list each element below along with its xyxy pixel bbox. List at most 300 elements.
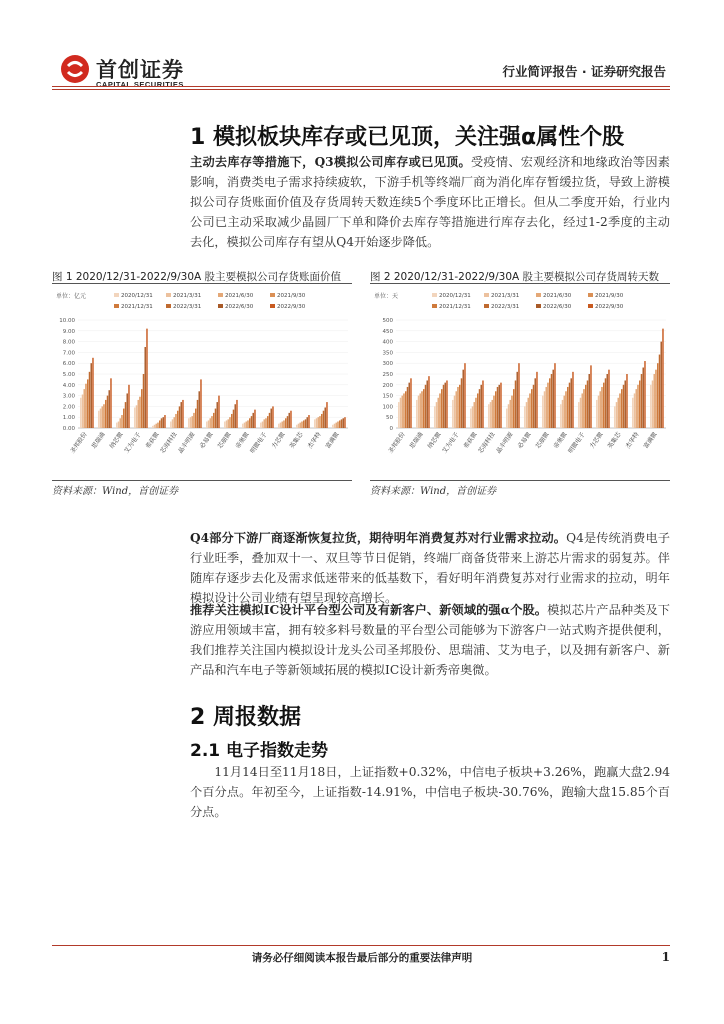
bar <box>421 391 422 428</box>
bar <box>560 404 561 428</box>
bar <box>290 411 291 428</box>
bar <box>226 420 227 428</box>
x-tick-label: 芯朋微 <box>216 431 233 450</box>
bar <box>154 425 155 428</box>
bar <box>271 409 272 428</box>
bar <box>524 406 525 428</box>
bar <box>159 420 160 428</box>
bar <box>416 400 417 428</box>
bar <box>434 406 435 428</box>
legend-label: 2021/6/30 <box>543 293 572 299</box>
y-tick-label: 6.00 <box>62 361 75 368</box>
bar <box>332 425 333 428</box>
x-tick-label: 杰华特 <box>306 431 323 450</box>
bar <box>116 423 117 428</box>
bar <box>418 396 419 428</box>
y-tick-label: 450 <box>382 328 393 335</box>
x-tick-label: 必易微 <box>198 431 215 450</box>
bar <box>280 423 281 428</box>
bar <box>308 415 309 428</box>
bar <box>585 385 586 428</box>
bar <box>636 389 637 428</box>
bar <box>199 391 200 428</box>
bar <box>582 393 583 428</box>
bar <box>87 379 88 428</box>
bar <box>110 378 111 428</box>
bar <box>249 418 250 428</box>
bar <box>445 383 446 428</box>
bar <box>439 393 440 428</box>
bar <box>334 424 335 428</box>
legend-label: 2022/3/31 <box>173 304 202 310</box>
bar <box>513 389 514 428</box>
bar <box>224 422 225 428</box>
bar <box>318 417 319 428</box>
bar <box>580 398 581 428</box>
bar <box>655 370 656 428</box>
bar <box>452 400 453 428</box>
y-tick-label: 50 <box>386 415 393 422</box>
bar <box>643 368 644 428</box>
bar <box>454 396 455 428</box>
bar <box>103 404 104 428</box>
x-tick-label: 芯海科技 <box>159 431 179 455</box>
x-tick-label: 艾为电子 <box>441 431 461 455</box>
bar <box>163 417 164 428</box>
bar <box>475 398 476 428</box>
bar <box>425 385 426 428</box>
bar <box>477 393 478 428</box>
bar <box>143 374 144 428</box>
legend-label: 2022/6/30 <box>543 304 572 310</box>
x-tick-label: 明微电子 <box>249 431 269 455</box>
bar <box>300 423 301 428</box>
logo-text-en: CAPITAL SECURITIES <box>96 80 184 89</box>
bar <box>511 396 512 428</box>
bar <box>443 385 444 428</box>
bar <box>179 406 180 428</box>
x-tick-label: 希荻微 <box>462 431 479 450</box>
y-tick-label: 0.00 <box>62 426 75 432</box>
bar <box>402 396 403 428</box>
x-tick-label: 晶丰明源 <box>495 431 515 455</box>
legal-disclaimer: 请务必仔细阅读本报告最后部分的重要法律声明 <box>251 952 473 964</box>
bar <box>531 389 532 428</box>
legend-swatch <box>588 293 593 297</box>
y-tick-label: 7.00 <box>62 350 75 357</box>
legend-label: 2021/6/30 <box>225 293 254 299</box>
bar <box>634 393 635 428</box>
x-tick-label: 圣邦股份 <box>69 431 89 455</box>
bar <box>549 378 550 428</box>
bar <box>192 416 193 428</box>
bar <box>89 372 90 428</box>
legend-swatch <box>218 304 223 308</box>
bar <box>500 383 501 428</box>
bar <box>619 393 620 428</box>
bar <box>407 387 408 428</box>
bar <box>614 406 615 428</box>
para-2-lead: Q4部分下游厂商逐渐恢复拉货，期待明年消费复苏对行业需求拉动。 <box>190 531 567 545</box>
bar <box>482 380 483 428</box>
bar <box>80 398 81 428</box>
legend-swatch <box>484 293 489 297</box>
bar <box>181 402 182 428</box>
bar <box>551 374 552 428</box>
section-2-1-paragraph: 11月14日至11月18日，上证指数+0.32%，中信电子板块+3.26%，跑赢大盘2.94个百分点。年初至今，上证指数-14.91%，中信电子板块-30.76%，跑输大盘15.85个百分点。 <box>190 765 670 819</box>
bar <box>85 384 86 428</box>
bar <box>479 389 480 428</box>
bar <box>544 391 545 428</box>
bar <box>182 400 183 428</box>
bar <box>657 363 658 428</box>
logo-text-cn: 首创证券 <box>96 58 184 82</box>
para-1-body: 受疫情、宏观经济和地缘政治等因素影响，消费类电子需求持续疲软，下游手机等终端厂商为消化库存暂缓拉货，导致上游模拟公司存货账面价值及存货周转天数连续5个季度环比正增长。但从二季度开始，行业内公司已主动采取减少晶圆厂下单和降价去库存等措施进行库存去化，经过1-2季度的主动去化，模拟公司库存有望从Q4开始逐步降低。 <box>190 155 670 249</box>
legend-label: 2022/9/30 <box>277 304 306 310</box>
bar <box>262 422 263 428</box>
bar <box>623 385 624 428</box>
bar <box>621 389 622 428</box>
y-tick-label: 350 <box>382 350 393 357</box>
figure-1-chart <box>52 288 352 476</box>
bar <box>303 420 304 428</box>
bar <box>526 402 527 428</box>
bar <box>326 402 327 428</box>
bar <box>644 361 645 428</box>
bar <box>608 370 609 428</box>
bar <box>596 400 597 428</box>
bar <box>251 416 252 428</box>
x-tick-label: 圣邦股份 <box>387 431 407 455</box>
bar <box>269 413 270 428</box>
bar <box>587 380 588 428</box>
bar <box>244 423 245 428</box>
bar <box>128 385 129 428</box>
bar <box>572 372 573 428</box>
y-tick-label: 3.00 <box>62 393 75 400</box>
bar <box>661 342 662 428</box>
bar <box>571 378 572 428</box>
bar <box>490 402 491 428</box>
page-number: 1 <box>661 950 670 964</box>
bar <box>260 423 261 428</box>
bar <box>264 419 265 428</box>
bar <box>438 398 439 428</box>
bar <box>506 409 507 428</box>
bar <box>603 383 604 428</box>
bar <box>301 422 302 428</box>
bar <box>420 393 421 428</box>
bar <box>529 393 530 428</box>
para-1-lead: 主动去库存等措施下，Q3模拟公司库存或已见顶。 <box>190 155 471 169</box>
bar <box>598 396 599 428</box>
legend-swatch <box>432 293 437 297</box>
x-tick-label: 英集芯 <box>606 431 623 450</box>
bar <box>164 415 165 428</box>
bar <box>652 380 653 428</box>
bar <box>254 410 255 428</box>
legend-label: 2022/3/31 <box>491 304 520 310</box>
bar <box>456 391 457 428</box>
x-tick-label: 希荻微 <box>144 431 161 450</box>
bar <box>546 387 547 428</box>
y-tick-label: 250 <box>382 372 393 378</box>
bar <box>641 374 642 428</box>
bar <box>337 422 338 428</box>
bar <box>441 389 442 428</box>
bar <box>554 363 555 428</box>
bar <box>307 417 308 428</box>
bar <box>233 410 234 428</box>
bar <box>461 378 462 428</box>
bar <box>488 404 489 428</box>
bar <box>127 393 128 428</box>
y-tick-label: 200 <box>382 382 393 389</box>
bar <box>618 398 619 428</box>
legend-swatch <box>270 304 275 308</box>
bar <box>120 418 121 428</box>
bar <box>296 425 297 428</box>
bar <box>316 418 317 428</box>
bar <box>497 387 498 428</box>
bar <box>446 380 447 428</box>
bar <box>136 405 137 428</box>
bar <box>172 419 173 428</box>
x-tick-label: 思瑞浦 <box>90 431 107 450</box>
bar <box>190 417 191 428</box>
bar <box>423 389 424 428</box>
legend-label: 2020/12/31 <box>121 293 153 299</box>
bar <box>518 363 519 428</box>
bar <box>459 385 460 428</box>
x-tick-label: 思瑞浦 <box>408 431 425 450</box>
bar <box>272 406 273 428</box>
y-unit-label: 单位：天 <box>374 293 399 300</box>
y-tick-label: 400 <box>382 339 393 346</box>
bar <box>195 409 196 428</box>
figure-2-title: 图 2 2020/12/31-2022/9/30A 股主要模拟公司存货周转天数 <box>370 271 660 283</box>
legend-swatch <box>536 304 541 308</box>
x-tick-label: 帝奥微 <box>552 431 569 450</box>
bar <box>84 389 85 428</box>
bar <box>398 402 399 428</box>
bar <box>600 391 601 428</box>
bar <box>605 378 606 428</box>
y-unit-label: 单位：亿元 <box>56 293 87 300</box>
legend-label: 2020/12/31 <box>439 293 471 299</box>
legend-swatch <box>270 293 275 297</box>
bar <box>590 365 591 428</box>
figure-1-source: 资料来源：Wind，首创证券 <box>52 486 179 497</box>
x-tick-label: 杰华特 <box>624 431 641 450</box>
bar <box>139 397 140 428</box>
bar <box>457 387 458 428</box>
legend-label: 2022/6/30 <box>225 304 254 310</box>
bar <box>157 423 158 428</box>
section-1-title: 1 模拟板块库存或已见顶，关注强α属性个股 <box>190 125 625 150</box>
bar <box>107 396 108 428</box>
bar <box>499 385 500 428</box>
bar <box>98 411 99 428</box>
bar <box>235 404 236 428</box>
bar <box>650 385 651 428</box>
y-tick-label: 1.00 <box>62 415 75 422</box>
bar <box>405 391 406 428</box>
header-divider <box>52 86 670 87</box>
bar <box>528 398 529 428</box>
bar <box>289 413 290 428</box>
y-tick-label: 150 <box>382 393 393 400</box>
bar <box>510 400 511 428</box>
bar <box>495 391 496 428</box>
bar <box>253 413 254 428</box>
y-tick-label: 300 <box>382 361 393 368</box>
para-3-body: 模拟芯片产品种类及下游应用领域丰富，拥有较多料号数量的平台型公司能够为下游客户一站式购齐提供便利，我们推荐关注国内模拟设计龙头公司圣邦股份、思瑞浦、艾为电子，以及拥有新客户、新产品和汽车电子等新领域拓展的模拟IC设计新秀帝奥微。 <box>190 603 670 677</box>
bar <box>206 422 207 428</box>
bar <box>152 426 153 428</box>
bar <box>146 329 147 428</box>
bar <box>161 418 162 428</box>
x-tick-label: 晶丰明源 <box>177 431 197 455</box>
bar <box>632 398 633 428</box>
bar <box>583 389 584 428</box>
bar <box>197 400 198 428</box>
bar <box>208 420 209 428</box>
bar <box>247 420 248 428</box>
legend-label: 2021/12/31 <box>121 304 153 310</box>
bar <box>508 404 509 428</box>
legend-swatch <box>114 293 119 297</box>
bar <box>229 417 230 428</box>
legend-swatch <box>166 304 171 308</box>
x-tick-label: 力芯微 <box>588 431 605 450</box>
bar <box>569 383 570 428</box>
bar <box>287 416 288 428</box>
bar <box>109 390 110 428</box>
x-tick-label: 帝奥微 <box>234 431 251 450</box>
bar <box>567 387 568 428</box>
figure-1-title: 图 1 2020/12/31-2022/9/30A 股主要模拟公司存货账面价值 <box>52 271 342 283</box>
figure-1-top-rule <box>52 283 352 284</box>
bar <box>547 383 548 428</box>
bar <box>283 420 284 428</box>
bar <box>517 372 518 428</box>
x-tick-label: 芯朋微 <box>534 431 551 450</box>
bar <box>193 413 194 428</box>
bar <box>565 391 566 428</box>
bar <box>177 411 178 428</box>
bar <box>325 407 326 428</box>
y-tick-label: 10.00 <box>59 318 75 324</box>
bar <box>410 378 411 428</box>
bar <box>470 409 471 428</box>
bar <box>215 409 216 428</box>
y-tick-label: 9.00 <box>62 328 75 335</box>
bar <box>403 393 404 428</box>
bar <box>428 376 429 428</box>
bar <box>564 396 565 428</box>
y-tick-label: 500 <box>382 318 393 324</box>
x-tick-label: 纳芯微 <box>426 431 443 450</box>
y-tick-label: 0 <box>389 426 393 432</box>
figure-2-bottom-rule <box>370 480 670 481</box>
legend-label: 2021/9/30 <box>595 293 624 299</box>
bar <box>217 402 218 428</box>
para-3-lead: 推荐关注模拟IC设计平台型公司及有新客户、新领域的强α个股。 <box>190 603 548 617</box>
bar <box>92 358 93 428</box>
figure-1-bottom-rule <box>52 480 352 481</box>
bar <box>409 383 410 428</box>
bar <box>626 374 627 428</box>
header-divider-thin <box>52 89 670 90</box>
bar <box>213 413 214 428</box>
bar <box>175 414 176 428</box>
logo-mark-icon <box>60 54 90 84</box>
bar <box>134 407 135 428</box>
bar <box>105 400 106 428</box>
bar <box>344 417 345 428</box>
bar <box>336 423 337 428</box>
bar <box>601 387 602 428</box>
bar <box>659 355 660 428</box>
bar <box>536 372 537 428</box>
bar <box>400 398 401 428</box>
bar <box>607 374 608 428</box>
bar <box>578 402 579 428</box>
legend-label: 2021/12/31 <box>439 304 471 310</box>
bar <box>170 422 171 428</box>
bar <box>427 380 428 428</box>
legend-swatch <box>166 293 171 297</box>
bar <box>118 422 119 428</box>
x-tick-label: 富满微 <box>324 431 341 450</box>
bar <box>343 418 344 428</box>
legend-swatch <box>114 304 119 308</box>
section-2-1-title: 2.1 电子指数走势 <box>190 741 329 761</box>
bar <box>188 418 189 428</box>
section-1-paragraph-3 <box>190 600 670 680</box>
figure-2-source: 资料来源：Wind，首创证券 <box>370 486 497 497</box>
bar <box>121 415 122 428</box>
x-tick-label: 英集芯 <box>288 431 305 450</box>
bar <box>211 416 212 428</box>
bar <box>515 380 516 428</box>
bar <box>282 422 283 428</box>
bar <box>267 416 268 428</box>
legend-label: 2021/3/31 <box>173 293 202 299</box>
bar <box>246 422 247 428</box>
bar <box>481 385 482 428</box>
legend-label: 2021/9/30 <box>277 293 306 299</box>
bar <box>321 414 322 428</box>
bar <box>436 402 437 428</box>
x-tick-label: 明微电子 <box>567 431 587 455</box>
bar <box>174 417 175 428</box>
section-1-paragraph-2 <box>190 528 670 608</box>
x-tick-label: 力芯微 <box>270 431 287 450</box>
bar <box>102 406 103 428</box>
section-1-paragraph-1 <box>190 152 670 252</box>
legend-label: 2022/9/30 <box>595 304 624 310</box>
y-tick-label: 4.00 <box>62 382 75 389</box>
bar <box>637 385 638 428</box>
bar <box>305 419 306 428</box>
legend-swatch <box>536 293 541 297</box>
y-tick-label: 2.00 <box>62 404 75 411</box>
bar <box>542 396 543 428</box>
bar <box>533 385 534 428</box>
bar <box>654 374 655 428</box>
